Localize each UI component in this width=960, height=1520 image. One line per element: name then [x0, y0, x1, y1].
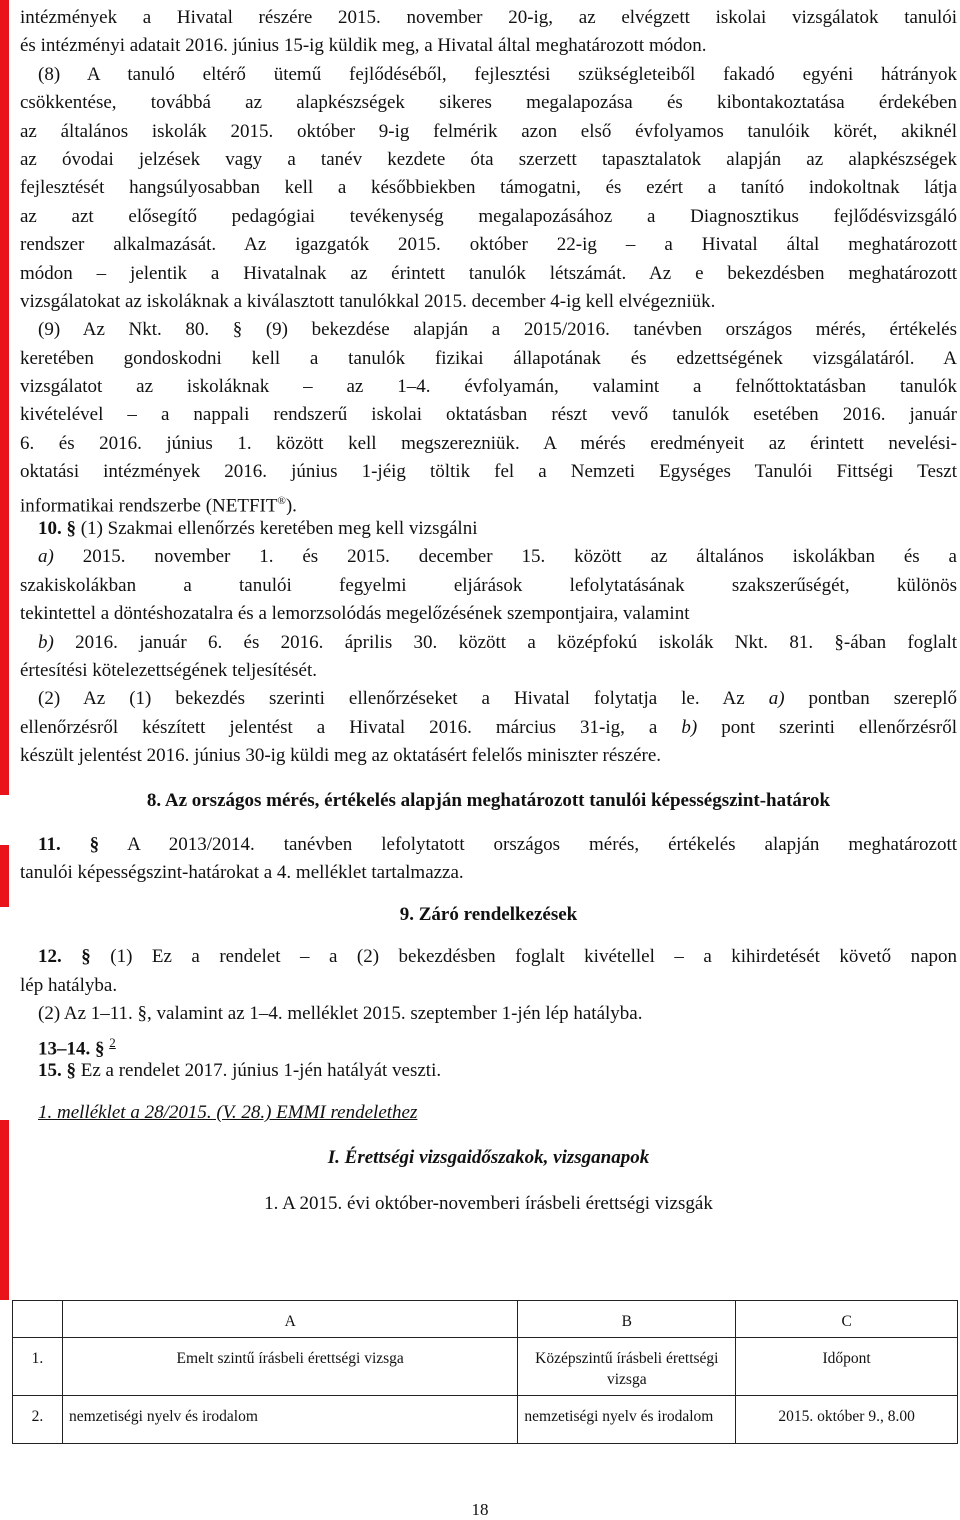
table-cell: nemzetiségi nyelv és irodalom	[62, 1396, 517, 1444]
section-10	[20, 515, 957, 771]
text-line: oktatási intézmények 2016. június 1-jéig töltik fel a Nemzeti Egységes Tanulói Fittségi Teszt	[20, 461, 957, 483]
text-line: (9) Az Nkt. 80. § (9) bekezdése alapján a 2015/2016. tanévben országos mérés, értékelés	[38, 319, 957, 341]
point-label: b)	[38, 631, 54, 653]
point-text: 2015. november 1. és 2015. december 15. között az általános iskolákban és a	[82, 546, 957, 568]
section-13-14	[20, 1029, 957, 1057]
section-number: 12. §	[38, 946, 91, 968]
change-bar	[0, 1120, 9, 1300]
text-line	[20, 685, 957, 713]
text-line: értesítési kötelezettségének teljesítését.	[20, 659, 318, 681]
table-row	[13, 1301, 958, 1338]
text-line	[20, 714, 957, 742]
section-text: (1) Ez a rendelet – a (2) bekezdésben foglalt kivétellel – a kihirdetését követő napon	[110, 946, 957, 968]
text-line: fejlesztését hangsúlyosabban kell a későbbiekben támogatni, és ezért a tanító indokoltnak látja	[20, 177, 957, 199]
heading-8: 8. Az országos mérés, értékelés alapján meghatározott tanulói képességszint-határok	[146, 789, 831, 811]
point-ref: b)	[681, 716, 698, 738]
section-number: 11. §	[38, 833, 100, 855]
text-line: keretében gondoskodni kell a tanulók fizikai állapotának és edzettségének vizsgálatáról. A	[20, 347, 957, 369]
text-line: rendszer alkalmazását. Az igazgatók 2015. október 22-ig – a Hivatal által meghatározott	[20, 234, 957, 256]
text-line: lép hatályba.	[20, 974, 118, 996]
table-row	[13, 1338, 958, 1396]
text-line: kivételével – a nappali rendszerű iskolai oktatásban részt vevő tanulók esetében 2016. január	[20, 404, 957, 426]
paragraph-text: pont szerinti ellenőrzésről	[721, 716, 957, 738]
column-letter: C	[736, 1301, 958, 1338]
section-11	[20, 831, 957, 888]
table-cell: Középszintű írásbeli érettségi vizsga	[518, 1338, 736, 1396]
table-cell: Emelt szintű írásbeli érettségi vizsga	[62, 1338, 517, 1396]
document-page	[20, 4, 957, 1218]
exam-schedule-table	[12, 1300, 958, 1444]
registered-mark: ®	[277, 494, 286, 507]
text-line: az azt elősegítő pedagógiai tevékenység megalapozásához a Diagnosztikus fejlődésvizsgáló	[20, 205, 957, 227]
table-cell	[13, 1301, 63, 1338]
text-line: 6. és 2016. június 1. között kell megszerezniük. A mérés eredményeit az érintett nevelési-	[20, 432, 957, 454]
text-line: készült jelentést 2016. június 30-ig küldi meg az oktatásért felelős miniszter részére.	[20, 745, 662, 767]
text-line	[20, 515, 957, 543]
row-number: 1.	[13, 1338, 63, 1396]
section-number: 10. §	[38, 518, 76, 540]
row-number: 2.	[13, 1396, 63, 1444]
text-line: vizsgálatokat az iskoláknak a kiválasztott tanulókkal 2015. december 4-ig kell elvégezniük.	[20, 290, 716, 312]
point-label: a)	[38, 546, 54, 568]
netfit-text: informatikai rendszerbe (NETFIT	[20, 494, 278, 516]
text-line: (8) A tanuló eltérő ütemű fejlődéséből, fejlesztési szükségleteiből fakadó egyéni hátrányok	[38, 63, 957, 85]
table-row	[13, 1396, 958, 1444]
text-line	[20, 831, 957, 859]
section-12	[20, 943, 957, 1028]
netfit-end: ).	[285, 494, 297, 516]
paragraph-text: ellenőrzésről készített jelentést a Hivatal 2016. március 31-ig, a	[20, 716, 658, 738]
point-text: 2016. január 6. és 2016. április 30. között a középfokú iskolák Nkt. 81. §-ában foglalt	[75, 631, 957, 653]
text-line: szakiskolákban a tanulói fegyelmi eljárások lefolytatásának szakszerűségét, különös	[20, 574, 957, 596]
change-bar	[0, 845, 9, 907]
section-number: 13–14. §	[38, 1037, 105, 1057]
section-15	[20, 1057, 957, 1085]
text-line	[20, 487, 957, 515]
text-line	[20, 543, 957, 571]
text-line: csökkentése, továbbá az alapkészségek sikeres megalapozása és kibontakoztatása érdekében	[20, 92, 957, 114]
text-line: tanulói képességszint-határokat a 4. melléklet tartalmazza.	[20, 861, 464, 883]
annex-heading: I. Érettségi vizsgaidőszakok, vizsganapok	[327, 1146, 650, 1168]
paragraph-text: pontban szereplő	[808, 688, 957, 710]
footnote-link[interactable]: 2	[109, 1034, 116, 1050]
text-line: (2) Az 1–11. §, valamint az 1–4. melléklet 2015. szeptember 1-jén lép hatályba.	[38, 1003, 643, 1025]
text-line: az óvodai jelzések vagy a tanév kezdete óta szerzett tapasztalatok alapján az alapkészségek	[20, 148, 957, 170]
table-cell: Időpont	[736, 1338, 958, 1396]
text-line	[20, 629, 957, 657]
table-cell: 2015. október 9., 8.00	[736, 1396, 958, 1444]
paragraph-7-8	[20, 4, 957, 515]
text-line: az általános iskolák 2015. október 9-ig felmérik azon első évfolyamos tanulóik körét, akiknél	[20, 120, 957, 142]
page-number: 18	[471, 1500, 489, 1519]
paragraph-text: (2) Az (1) bekezdés szerinti ellenőrzéseket a Hivatal folytatja le. Az	[38, 688, 745, 710]
text-line: módon – jelentik a Hivatalnak az érintett tanulók létszámát. Az e bekezdésben meghatározott	[20, 262, 957, 284]
text-line: intézmények a Hivatal részére 2015. november 20-ig, az elvégzett iskolai vizsgálatok tanulói	[20, 7, 957, 28]
annex-title: 1. melléklet a 28/2015. (V. 28.) EMMI rendelethez	[38, 1102, 418, 1124]
table-cell: nemzetiségi nyelv és irodalom	[518, 1396, 736, 1444]
section-number: 15. §	[38, 1059, 76, 1081]
change-bar	[0, 0, 9, 795]
point-ref: a)	[768, 688, 785, 710]
text-line: vizsgálatot az iskoláknak – az 1–4. évfolyamán, valamint a felnőttoktatásban tanulók	[20, 376, 957, 398]
heading-9: 9. Záró rendelkezések	[399, 904, 578, 926]
column-letter: B	[518, 1301, 736, 1338]
text-line: tekintettel a döntéshozatalra és a lemorzsolódás megelőzésének szempontjaira, valamint	[20, 603, 690, 625]
section-text: A 2013/2014. tanévben lefolytatott országos mérés, értékelés alapján meghatározott	[127, 833, 957, 855]
column-letter: A	[62, 1301, 517, 1338]
section-text: (1) Szakmai ellenőrzés keretében meg kell vizsgálni	[80, 518, 478, 540]
annex-subheading: 1. A 2015. évi október-novemberi írásbeli érettségi vizsgák	[264, 1192, 713, 1214]
text-line	[20, 943, 957, 971]
text-line: és intézményi adatait 2016. június 15-ig küldik meg, a Hivatal által meghatározott módon.	[20, 35, 707, 57]
section-text: Ez a rendelet 2017. június 1-jén hatályát veszti.	[80, 1059, 442, 1081]
